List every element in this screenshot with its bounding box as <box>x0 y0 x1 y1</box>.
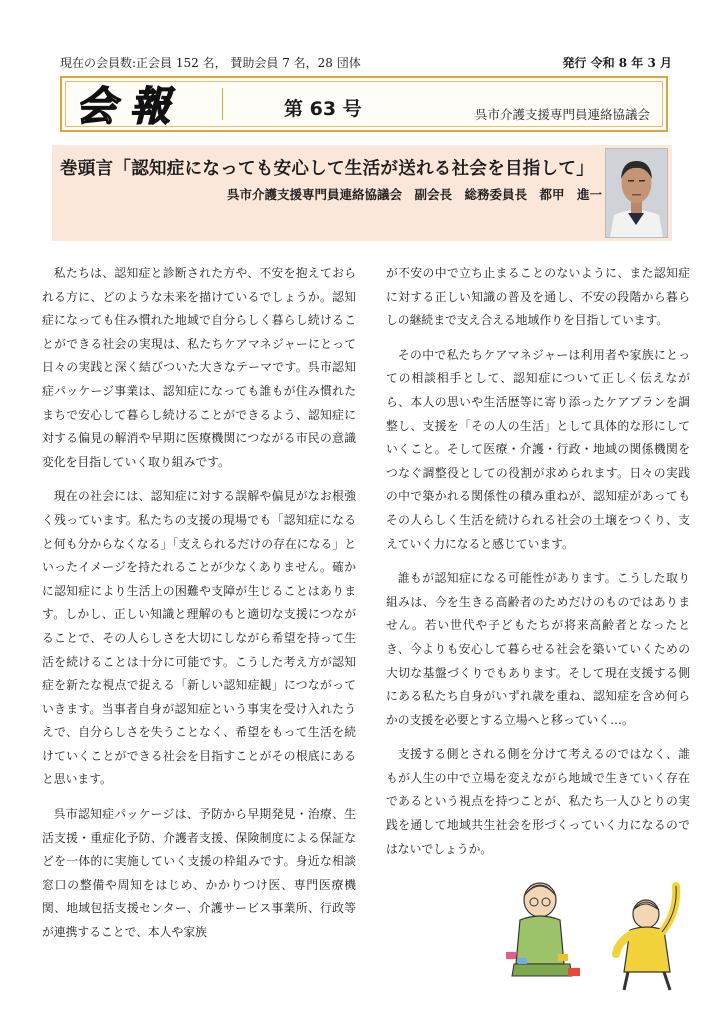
elderly-exercise-illustration <box>500 872 690 992</box>
organization-name: 呉市介護支援専門員連絡協議会 <box>474 107 650 122</box>
article-paragraph: 呉市認知症パッケージは、予防から早期発見・治療、生活支援・重症化予防、介護者支援、保険制度による保証などを一体的に実施していく支援の枠組みです。身近な相談窓口の整備や周知をはじめ、かかりつけ医、専門医療機関、地域包括支援センター、介護サービス事業所、行政等が連携することで、本人や家族 <box>42 807 356 940</box>
author-portrait-icon <box>606 149 667 237</box>
masthead-divider <box>222 88 223 120</box>
article-paragraph: 私たちは、認知症と診断された方や、不安を抱えておられる方に、どのような未来を描けているでしょうか。認知症になっても住み慣れた地域で自分らしく暮らし続けることができる社会の実現は、私たちケアマネジャーにとって日々の実践と深く結びついた大きなテーマです。呉市認知症パッケージ事業は、認知症になっても誰もが住み慣れたまちで安心して暮らし続けることができるよう、認知症に対する偏見の解消や早期に医療機関につながる市民の意識変化を目指していく取り組みです。 <box>42 266 356 469</box>
issue-number: 第 63 号 <box>284 98 362 120</box>
foreword-banner <box>52 145 672 241</box>
newsletter-logo: 会報 <box>76 84 184 130</box>
membership-count: 現在の会員数:正会員 152 名， 賛助会員 7 名，28 団体 <box>60 56 361 70</box>
article-right-column <box>386 262 690 872</box>
article-paragraph: 現在の社会には、認知症に対する誤解や偏見がなお根強く残っています。私たちの支援の現場でも「認知症になると何も分からなくなる」「支えられるだけの存在になる」といったイメージを持たれることが少なくありません。確かに認知症により生活上の困難や支障が生じることはあります。しかし、正しい知識と理解のもと適切な支援につながることで、その人らしさを大切にしながら希望を持って生活を続けることは十分に可能です。こうした考え方が認知症を新たな視点で捉える「新しい認知症観」につながっていきます。当事者自身が認知症という事実を受け入れたうえで、自分らしさを失うことなく、希望をもって生活を続けていくことができる社会を目指すことがその根底にあると思います。 <box>42 489 356 787</box>
article-paragraph: が不安の中で立ち止まることのないように、また認知症に対する正しい知識の普及を通し、不安の段階から暮らしの継続まで支え合える地域作りを目指しています。 <box>386 266 690 328</box>
author-photo <box>605 148 668 238</box>
foreword-title: 巻頭言「認知症になっても安心して生活が送れる社会を目指して」 <box>60 159 594 179</box>
article-paragraph: 支援する側とされる側を分けて考えるのではなく、誰もが人生の中で立場を変えながら地域で生きていく存在であるという視点を持つことが、私たち一人ひとりの実践を通して地域共生社会を形づくっていく力になるのではないでしょうか。 <box>386 747 690 856</box>
issue-date: 発行 令和 8 年 3 月 <box>562 56 672 70</box>
masthead <box>60 76 668 132</box>
header-line <box>60 54 672 72</box>
foreword-author: 呉市介護支援専門員連絡協議会 副会長 総務委員長 都甲 進一 <box>226 187 602 202</box>
article-left-column <box>42 262 356 956</box>
article-paragraph: その中で私たちケアマネジャーは利用者や家族にとっての相談相手として、認知症について正しく伝えながら、本人の思いや生活歴等に寄り添ったケアプランを調整し、支援を「その人の生活」として具体的な形にしていくこと。そして医療・介護・行政・地域の関係機関をつなぐ調整役としての役割が求められます。日々の実践の中で築かれる関係性の積み重ねが、認知症があってもその人らしく生活を続けられる社会の土壌をつくり、支えていく力になると感じています。 <box>386 347 690 551</box>
article-paragraph: 誰もが認知症になる可能性があります。こうした取り組みは、今を生きる高齢者のためだけのものではありません。若い世代や子どもたちが将来高齢者となったとき、今よりも安心して暮らせる社会を築いていくための大切な基盤づくりでもあります。そして現在支援する側にある私たち自身がいずれ歳を重ね、認知症を含め何らかの支援を必要とする立場へと移っていく…。 <box>386 571 690 727</box>
masthead-frame <box>65 81 663 130</box>
